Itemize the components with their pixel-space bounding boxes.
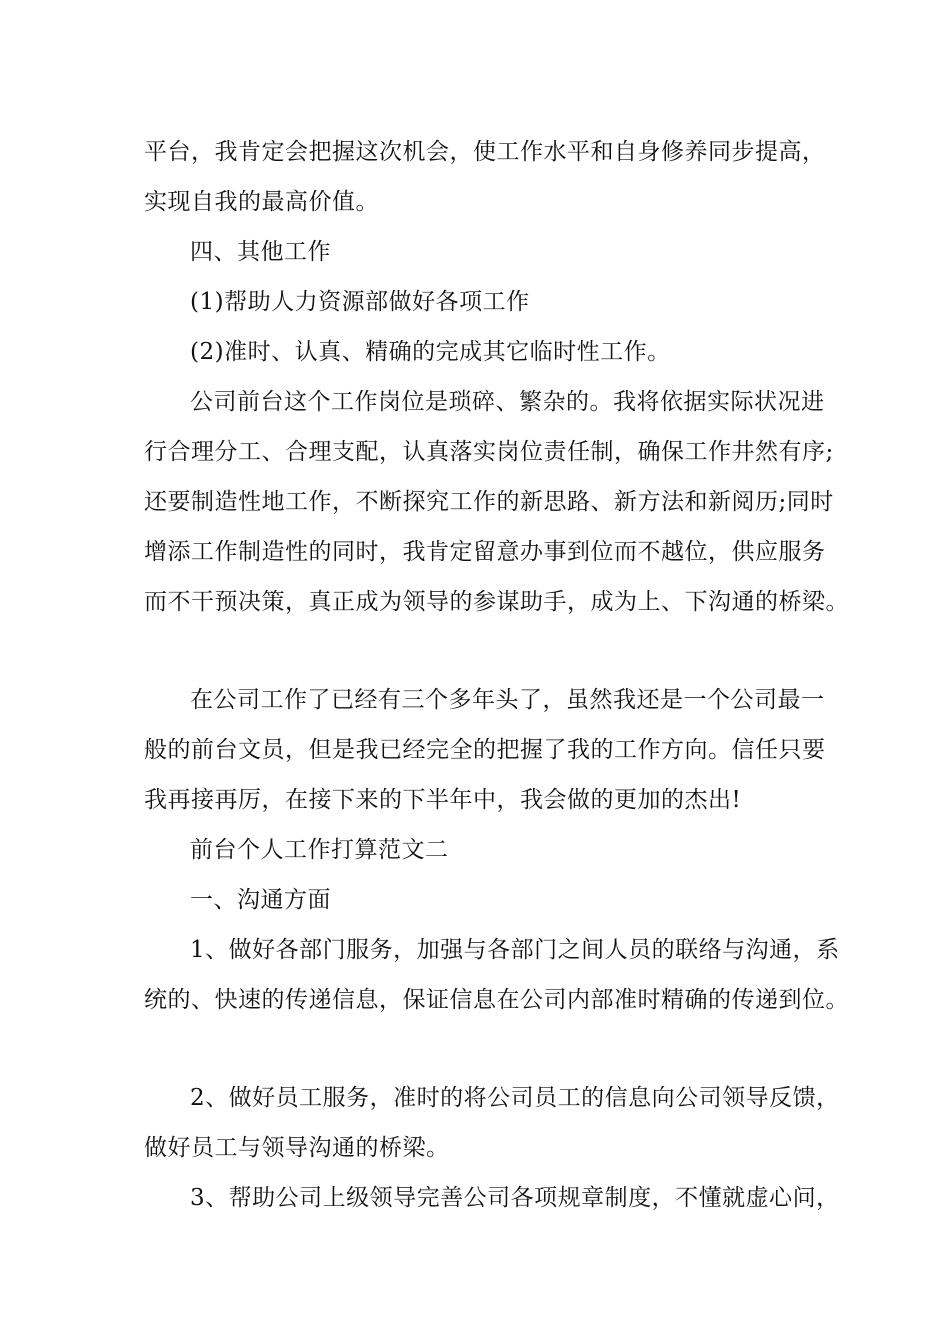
section-heading: 四、其他工作	[190, 239, 331, 265]
text-line: 我再接再厉，在接下来的下半年中，我会做的更加的杰出!	[144, 787, 742, 813]
text-line: (2)准时、认真、精确的完成其它临时性工作。	[190, 339, 671, 365]
text-line: 公司前台这个工作岗位是琐碎、繁杂的。我将依据实际状况进	[190, 389, 825, 415]
text-line: 3、帮助公司上级领导完善公司各项规章制度，不懂就虚心问，	[190, 1185, 840, 1211]
text-line: 般的前台文员，但是我已经完全的把握了我的工作方向。信任只要	[144, 737, 826, 763]
document-subtitle: 前台个人工作打算范文二	[190, 837, 449, 863]
text-line: 在公司工作了已经有三个多年头了，虽然我还是一个公司最一	[190, 687, 825, 713]
text-line: 增添工作制造性的同时，我肯定留意办事到位而不越位，供应服务	[144, 539, 826, 565]
section-heading: 一、沟通方面	[190, 887, 331, 913]
text-line: 还要制造性地工作，不断探究工作的新思路、新方法和新阅历;同时	[144, 489, 834, 515]
text-line: 行合理分工、合理支配，认真落实岗位责任制，确保工作井然有序;	[144, 439, 834, 465]
text-line: 而不干预决策，真正成为领导的参谋助手，成为上、下沟通的桥梁。	[144, 589, 849, 615]
text-line: (1)帮助人力资源部做好各项工作	[190, 289, 530, 315]
text-line: 平台，我肯定会把握这次机会，使工作水平和自身修养同步提高，	[144, 139, 826, 165]
text-line: 1、做好各部门服务，加强与各部门之间人员的联络与沟通，系	[190, 937, 840, 963]
text-line: 统的、快速的传递信息，保证信息在公司内部准时精确的传递到位。	[144, 987, 849, 1013]
text-line: 做好员工与领导沟通的桥梁。	[144, 1135, 450, 1161]
text-line: 实现自我的最高价值。	[144, 189, 379, 215]
text-line: 2、做好员工服务，准时的将公司员工的信息向公司领导反馈，	[190, 1085, 840, 1111]
